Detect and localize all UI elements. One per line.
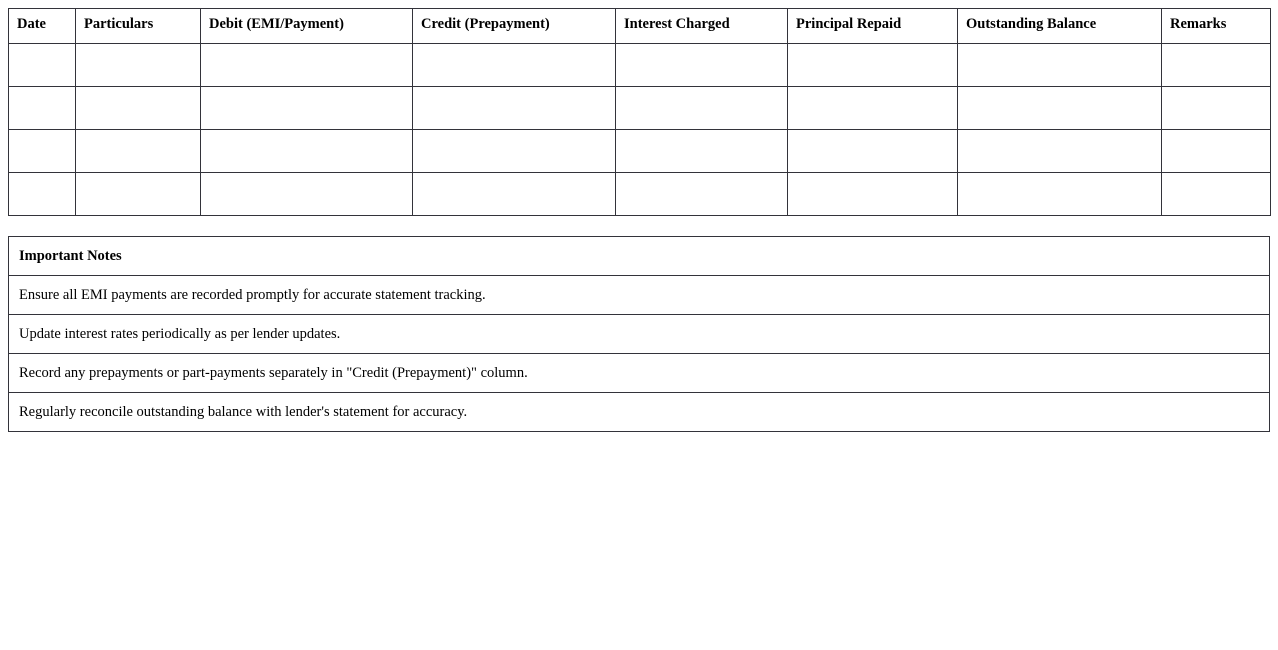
table-row [9, 87, 1271, 130]
table-row [9, 173, 1271, 216]
column-header-interest-charged: Interest Charged [616, 9, 788, 44]
cell-outstanding-balance[interactable] [958, 173, 1162, 216]
cell-particulars[interactable] [76, 44, 201, 87]
cell-debit[interactable] [201, 44, 413, 87]
cell-debit[interactable] [201, 130, 413, 173]
cell-date[interactable] [9, 87, 76, 130]
note-text: Regularly reconcile outstanding balance with lender's statement for accuracy. [9, 393, 1270, 432]
cell-interest-charged[interactable] [616, 173, 788, 216]
column-header-debit: Debit (EMI/Payment) [201, 9, 413, 44]
cell-interest-charged[interactable] [616, 44, 788, 87]
list-item [9, 393, 1270, 432]
cell-debit[interactable] [201, 173, 413, 216]
cell-remarks[interactable] [1162, 173, 1271, 216]
cell-credit[interactable] [413, 130, 616, 173]
column-header-outstanding-balance: Outstanding Balance [958, 9, 1162, 44]
list-item [9, 276, 1270, 315]
list-item [9, 354, 1270, 393]
cell-credit[interactable] [413, 173, 616, 216]
cell-credit[interactable] [413, 44, 616, 87]
column-header-principal-repaid: Principal Repaid [788, 9, 958, 44]
column-header-particulars: Particulars [76, 9, 201, 44]
column-header-remarks: Remarks [1162, 9, 1271, 44]
table-gap-divider [8, 216, 1270, 236]
cell-particulars[interactable] [76, 87, 201, 130]
cell-date[interactable] [9, 130, 76, 173]
column-header-date: Date [9, 9, 76, 44]
loan-ledger-table [8, 8, 1271, 216]
cell-date[interactable] [9, 44, 76, 87]
note-text: Ensure all EMI payments are recorded promptly for accurate statement tracking. [9, 276, 1270, 315]
cell-interest-charged[interactable] [616, 130, 788, 173]
table-row [9, 44, 1271, 87]
table-row [9, 130, 1271, 173]
important-notes-table [8, 236, 1270, 432]
note-text: Record any prepayments or part-payments separately in "Credit (Prepayment)" column. [9, 354, 1270, 393]
cell-remarks[interactable] [1162, 44, 1271, 87]
cell-outstanding-balance[interactable] [958, 44, 1162, 87]
cell-principal-repaid[interactable] [788, 44, 958, 87]
cell-remarks[interactable] [1162, 87, 1271, 130]
list-item [9, 315, 1270, 354]
notes-header-row [9, 237, 1270, 276]
cell-interest-charged[interactable] [616, 87, 788, 130]
cell-outstanding-balance[interactable] [958, 87, 1162, 130]
cell-credit[interactable] [413, 87, 616, 130]
cell-particulars[interactable] [76, 173, 201, 216]
column-header-credit: Credit (Prepayment) [413, 9, 616, 44]
note-text: Update interest rates periodically as per lender updates. [9, 315, 1270, 354]
cell-principal-repaid[interactable] [788, 173, 958, 216]
cell-remarks[interactable] [1162, 130, 1271, 173]
cell-particulars[interactable] [76, 130, 201, 173]
cell-principal-repaid[interactable] [788, 87, 958, 130]
notes-heading: Important Notes [9, 237, 1270, 276]
cell-date[interactable] [9, 173, 76, 216]
cell-principal-repaid[interactable] [788, 130, 958, 173]
cell-debit[interactable] [201, 87, 413, 130]
table-header-row [9, 9, 1271, 44]
cell-outstanding-balance[interactable] [958, 130, 1162, 173]
